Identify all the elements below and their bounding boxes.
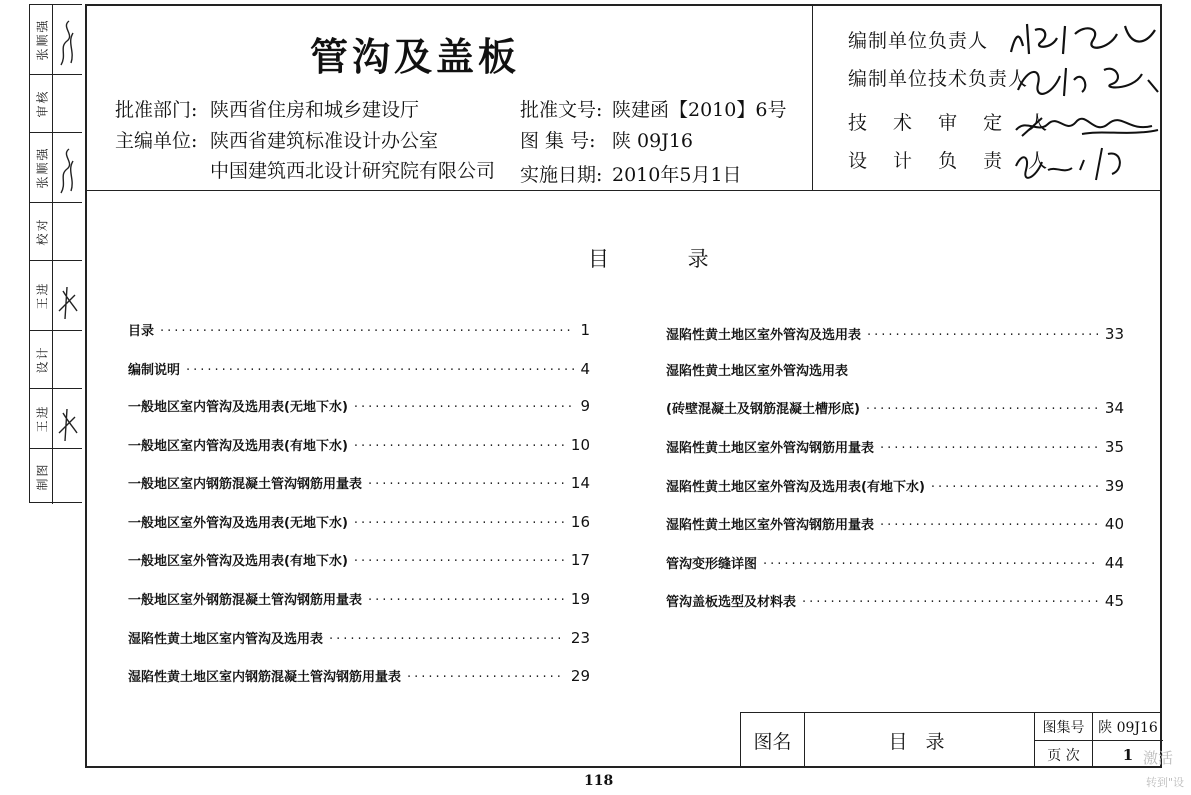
toc-label: 一般地区室内管沟及选用表(无地下水)	[128, 400, 348, 415]
approval-dept-label: 批准部门:	[115, 99, 198, 121]
toc-leader	[407, 670, 565, 685]
effective-date: 2010年5月1日	[612, 164, 742, 186]
handwritten-signature	[53, 133, 82, 202]
strip-cell	[30, 75, 82, 133]
handwritten-signature	[1012, 140, 1152, 184]
toc-leader	[368, 593, 565, 608]
toc-page: 33	[1104, 325, 1124, 343]
toc-leader	[329, 632, 565, 647]
chief-editor-label: 主编单位:	[115, 130, 198, 152]
toc-page: 14	[570, 474, 590, 492]
chief-editor-1: 陕西省建筑标准设计办公室	[210, 130, 439, 152]
toc-label: 湿陷性黄土地区室外管沟及选用表(有地下水)	[666, 480, 925, 495]
chief-editor-2: 中国建筑西北设计研究院有限公司	[210, 160, 496, 182]
strip-label: 制图	[32, 449, 53, 504]
toc-page: 35	[1104, 438, 1124, 456]
page-number: 118	[584, 773, 614, 789]
strip-label: 张顺强	[32, 5, 53, 74]
toc-entry	[666, 591, 1124, 613]
toc-page: 44	[1104, 554, 1124, 572]
approval-doc-label: 批准文号:	[520, 99, 603, 121]
toc-entry	[128, 320, 590, 342]
header-divider	[85, 190, 1162, 191]
approval-dept: 陕西省住房和城乡建设厅	[210, 99, 420, 121]
toc-leader	[354, 516, 565, 531]
title-block	[740, 712, 1162, 768]
toc-page: 39	[1104, 477, 1124, 495]
toc-entry	[666, 324, 1124, 346]
toc-leader	[763, 557, 1099, 572]
toc-entry	[128, 396, 590, 418]
toc-entry	[666, 514, 1124, 536]
toc-label: 一般地区室外管沟及选用表(有地下水)	[128, 554, 348, 569]
toc-entry	[128, 512, 590, 534]
effective-date-label: 实施日期:	[520, 164, 603, 186]
signer-role: 设 计 负 责 人	[848, 150, 1058, 172]
toc-leader	[160, 324, 574, 339]
handwritten-signature	[1012, 110, 1162, 142]
toc-label: 湿陷性黄土地区室外管沟钢筋用量表	[666, 518, 875, 533]
strip-label: 张顺强	[32, 133, 53, 202]
toc-page: 1	[580, 321, 590, 339]
toc-label: 管沟变形缝详图	[666, 557, 758, 572]
drawing-name-label: 图名	[741, 713, 805, 768]
toc-label: 湿陷性黄土地区室内钢筋混凝土管沟钢筋用量表	[128, 670, 402, 685]
toc-leader	[802, 595, 1099, 610]
signer-role: 技 术 审 定 人	[848, 112, 1058, 134]
atlas-no-value: 陕 09J16	[1093, 713, 1163, 741]
toc-entry	[128, 589, 590, 611]
toc-page: 23	[570, 629, 590, 647]
page-value: 1	[1122, 745, 1134, 764]
toc-entry	[666, 553, 1124, 575]
toc-leader	[354, 400, 575, 415]
toc-label: 一般地区室内钢筋混凝土管沟钢筋用量表	[128, 477, 363, 492]
strip-cell	[30, 203, 82, 261]
approval-doc: 陕建函【2010】6号	[612, 99, 787, 121]
toc-label: 一般地区室内管沟及选用表(有地下水)	[128, 439, 348, 454]
toc-page: 4	[580, 360, 590, 378]
toc-page: 17	[570, 551, 590, 569]
strip-cell	[30, 449, 82, 504]
strip-label: 校对	[32, 203, 53, 260]
toc-label: 管沟盖板选型及材料表	[666, 595, 797, 610]
toc-entry	[128, 666, 590, 688]
document-title: 管沟及盖板	[310, 35, 521, 79]
page-label: 页 次	[1035, 741, 1093, 768]
toc-entry	[666, 437, 1124, 459]
strip-cell	[30, 5, 82, 75]
toc-leader	[354, 439, 565, 454]
toc-label: (砖壁混凝土及钢筋混凝土槽形底)	[666, 402, 860, 417]
toc-page: 29	[570, 667, 590, 685]
watermark: 转到"设	[1146, 776, 1185, 789]
toc-entry	[128, 359, 590, 381]
header-divider	[812, 4, 813, 191]
toc-label: 湿陷性黄土地区室内管沟及选用表	[128, 632, 324, 647]
signer-role: 编制单位负责人	[848, 30, 989, 52]
toc-entry	[128, 550, 590, 572]
toc-label: 湿陷性黄土地区室外管沟钢筋用量表	[666, 441, 875, 456]
toc-page: 40	[1104, 515, 1124, 533]
toc-leader	[931, 480, 1099, 495]
toc-leader	[186, 363, 574, 378]
toc-label: 一般地区室外管沟及选用表(无地下水)	[128, 516, 348, 531]
strip-label: 王进	[32, 261, 53, 330]
toc-leader	[354, 554, 565, 569]
toc-page: 10	[570, 436, 590, 454]
toc-entry	[666, 476, 1124, 498]
toc-leader	[867, 328, 1099, 343]
handwritten-signature	[53, 5, 82, 74]
toc-entry	[666, 360, 1124, 382]
signer-role: 编制单位技术负责人	[848, 68, 1029, 90]
atlas-no-label: 图 集 号:	[520, 130, 596, 152]
strip-cell	[30, 133, 82, 203]
toc-leader	[368, 477, 565, 492]
toc-page: 16	[570, 513, 590, 531]
toc-label: 湿陷性黄土地区室外管沟及选用表	[666, 328, 862, 343]
toc-page: 34	[1104, 399, 1124, 417]
left-signature-strip	[29, 4, 82, 503]
toc-page: 45	[1104, 592, 1124, 610]
handwritten-signature	[53, 261, 82, 330]
handwritten-signature	[1012, 56, 1162, 102]
toc-label: 一般地区室外钢筋混凝土管沟钢筋用量表	[128, 593, 363, 608]
atlas-no-label: 图集号	[1035, 713, 1093, 741]
drawing-name: 目 录	[805, 713, 1035, 768]
atlas-no: 陕 09J16	[612, 130, 694, 152]
toc-entry	[128, 435, 590, 457]
toc-entry	[128, 628, 590, 650]
toc-page: 9	[580, 397, 590, 415]
handwritten-signature	[53, 389, 82, 448]
toc-heading: 目 录	[588, 247, 745, 271]
toc-label: 湿陷性黄土地区室外管沟选用表	[666, 364, 849, 379]
strip-label: 审核	[32, 75, 53, 132]
toc-label: 编制说明	[128, 363, 181, 378]
toc-label: 目录	[128, 324, 155, 339]
toc-page: 19	[570, 590, 590, 608]
strip-label: 王进	[32, 389, 53, 448]
strip-label: 设计	[32, 331, 53, 388]
toc-entry	[666, 398, 1124, 420]
toc-entry	[128, 473, 590, 495]
strip-cell	[30, 389, 82, 449]
strip-cell	[30, 331, 82, 389]
handwritten-signature	[1005, 16, 1163, 60]
toc-leader	[880, 441, 1099, 456]
strip-cell	[30, 261, 82, 331]
toc-leader	[866, 402, 1099, 417]
watermark: 激活	[1143, 749, 1174, 767]
toc-leader	[880, 518, 1099, 533]
